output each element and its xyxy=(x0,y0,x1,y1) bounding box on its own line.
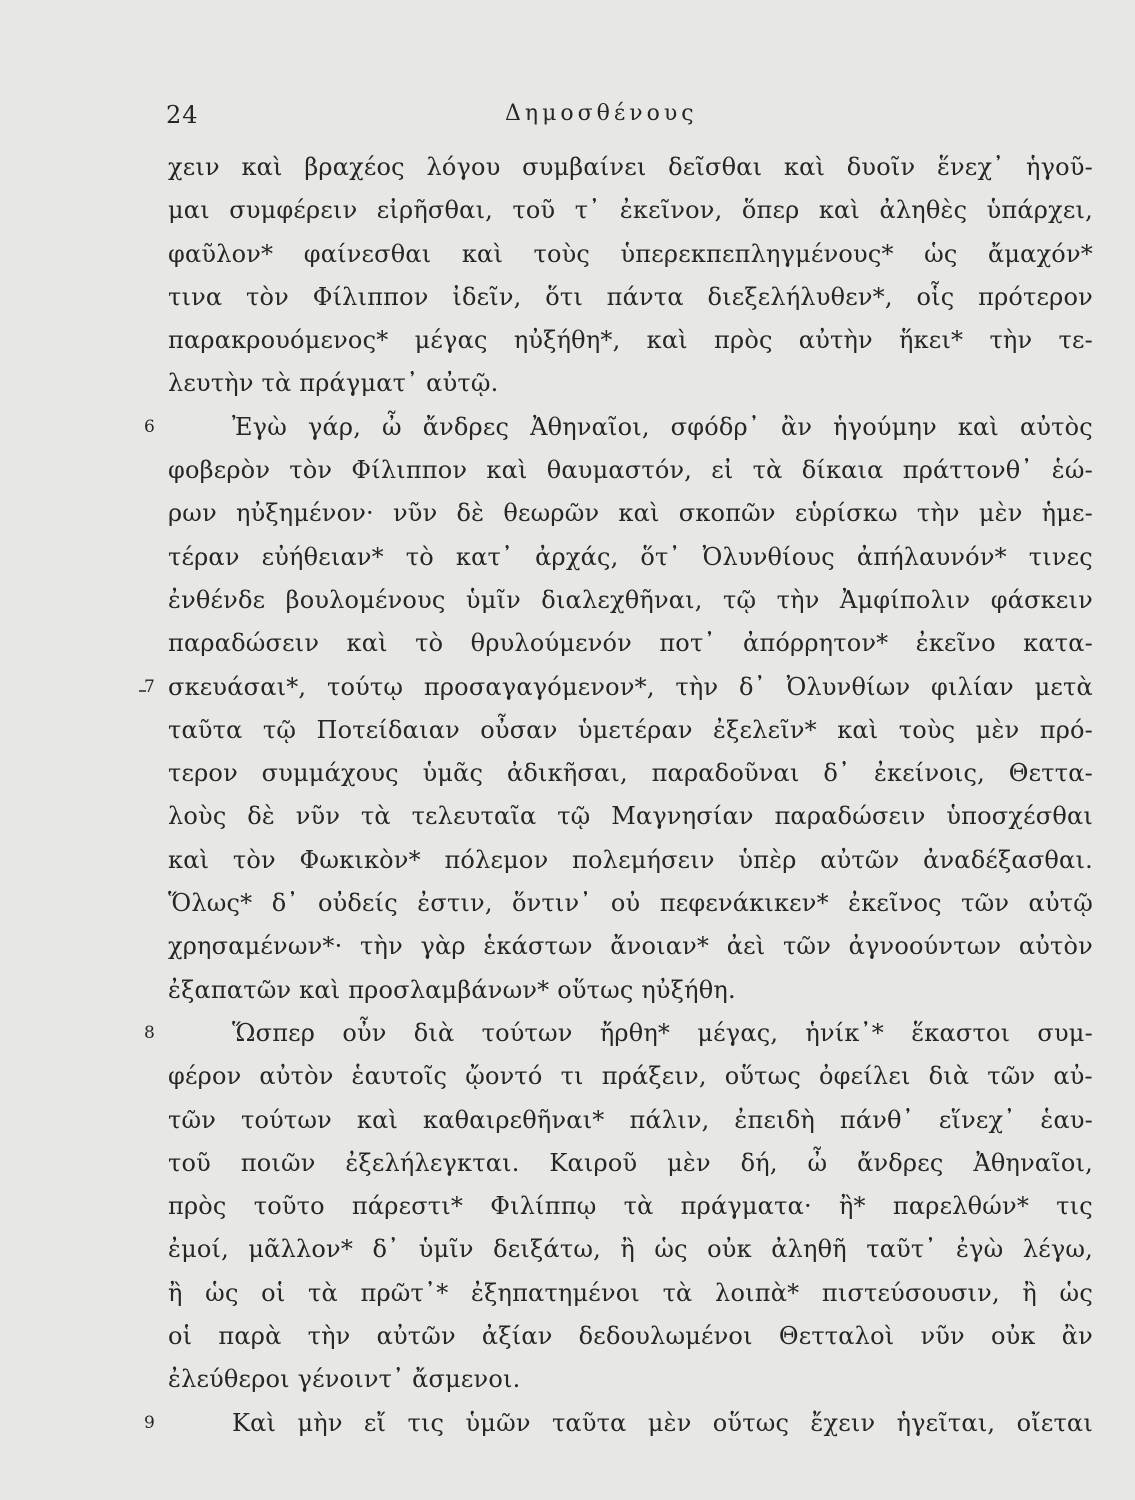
section-number: 7 xyxy=(144,676,156,697)
word: ἕκαστοι xyxy=(911,1018,1011,1047)
word: τούτῳ xyxy=(326,672,404,701)
word: ἢ xyxy=(620,1235,635,1264)
word: ἡγούμην xyxy=(833,412,937,441)
section-number: 8 xyxy=(144,1022,156,1043)
word: καὶ xyxy=(618,499,660,528)
word: κατα- xyxy=(1023,629,1093,658)
word: θαυμαστόν, xyxy=(546,456,693,485)
word: ὡς xyxy=(654,1235,688,1264)
word: ὑποσχέσθαι xyxy=(946,802,1093,831)
word: ἑαυτοῖς xyxy=(351,1062,448,1091)
word: διὰ xyxy=(928,1062,970,1091)
text-line xyxy=(168,189,1093,232)
word: τούτων xyxy=(481,1018,573,1047)
word: ἐγὼ xyxy=(956,1235,1004,1264)
word: φιλίαν xyxy=(931,672,1014,701)
word: βραχέος xyxy=(304,153,405,181)
text-line xyxy=(168,1185,1093,1228)
word: τοὺς xyxy=(898,715,956,744)
word: ἕνεχ᾽ xyxy=(936,153,1005,181)
word: διεξελήλυθεν*, xyxy=(707,282,893,311)
word: ὅντιν᾽ xyxy=(512,889,592,918)
text-line xyxy=(168,319,1093,362)
word: ὅτ᾽ xyxy=(640,542,681,571)
word: πρῶτ᾽* xyxy=(360,1278,449,1307)
word: πάντα xyxy=(606,282,684,311)
word: οὕτως xyxy=(712,1408,790,1437)
word: συμμάχους xyxy=(261,759,399,788)
word: Φίλιππον xyxy=(351,456,468,485)
word: συμ- xyxy=(1037,1018,1093,1047)
text-line xyxy=(168,1055,1093,1098)
word: ἄνοιαν* xyxy=(610,932,710,961)
word: αὐτὸς xyxy=(1019,412,1093,441)
word: φέρον xyxy=(168,1062,242,1091)
word: ἡνίκ᾽* xyxy=(805,1018,884,1047)
word: ηὐξήθη*, xyxy=(513,326,621,355)
word: πράττονθ᾽ xyxy=(902,456,1033,485)
word: τινες xyxy=(1028,542,1093,571)
text-line xyxy=(168,1099,1093,1142)
word: λοὺς xyxy=(168,802,227,831)
word: ὡς xyxy=(924,239,958,268)
word: καὶ xyxy=(346,629,388,658)
word: χειν xyxy=(168,153,220,181)
word: δ᾽ xyxy=(823,759,851,788)
word: ἀγνοούντων xyxy=(848,932,1002,961)
word: πρότερον xyxy=(978,282,1093,311)
word: καὶ xyxy=(837,715,879,744)
word: ἐκεῖνο xyxy=(915,629,996,658)
word: ἐστιν, xyxy=(417,889,493,918)
word: δεῖσθαι xyxy=(668,153,763,181)
word: μαι xyxy=(168,196,210,225)
word: ὑπάρχει, xyxy=(986,196,1093,225)
word: ἢ* xyxy=(838,1192,866,1221)
text-line xyxy=(168,795,1093,838)
word: τερον xyxy=(168,759,238,788)
word: νῦν xyxy=(392,499,438,528)
word: ἢ xyxy=(1022,1278,1037,1307)
word: εὑρίσκω xyxy=(794,499,898,528)
text-line xyxy=(168,1315,1093,1358)
word: τὰ xyxy=(308,1278,338,1307)
word: ἢ xyxy=(168,1278,183,1307)
word: τῷ xyxy=(723,585,757,614)
word: ὑμῖν xyxy=(465,585,521,614)
word: αὐ- xyxy=(1053,1062,1093,1091)
word: ρων xyxy=(168,499,217,528)
word: οἱ xyxy=(261,1278,286,1307)
word: διὰ xyxy=(413,1018,455,1047)
word: παρὰ xyxy=(218,1322,282,1351)
word: καὶ xyxy=(818,196,861,225)
word: δίκαια xyxy=(801,456,884,485)
word: πολεμήσειν xyxy=(572,845,715,874)
word: κατ᾽ xyxy=(455,542,514,571)
word: μὴν xyxy=(297,1408,343,1437)
word: Ὥσπερ xyxy=(232,1018,316,1047)
line-text: ἐξαπατῶν καὶ προσλαμβάνων* οὕτως ηὐξήθη. xyxy=(168,975,736,1004)
word: ὡς xyxy=(205,1278,239,1307)
word: ὑμετέραν xyxy=(577,715,693,744)
text-line xyxy=(168,622,1093,665)
section-number: 9 xyxy=(144,1412,156,1433)
word: ᾤοντό xyxy=(465,1062,543,1091)
word: ἐξηπατημένοι xyxy=(471,1278,640,1307)
word: ἀληθὲς xyxy=(879,196,968,225)
line-text: λευτὴν τὰ πράγματ᾽ αὐτῷ. xyxy=(168,369,499,398)
word: ὑμῶν xyxy=(465,1408,531,1437)
word: γάρ, xyxy=(307,412,362,441)
text-line xyxy=(168,969,1093,1012)
word: ἑκάστων xyxy=(483,932,593,961)
word: παρακρουόμενος* xyxy=(168,326,389,355)
word: τὴν xyxy=(360,932,403,961)
word: τὰ xyxy=(360,802,391,831)
word: καὶ xyxy=(783,153,826,181)
word: οὖσαν xyxy=(480,715,558,744)
word: τὴν xyxy=(989,326,1033,355)
word: ἀρχάς, xyxy=(535,542,619,571)
text-line xyxy=(144,666,1093,709)
word: οὖν xyxy=(342,1018,387,1047)
word: τις xyxy=(407,1408,445,1437)
word: δ᾽ xyxy=(271,889,299,918)
word: δὲ xyxy=(247,802,275,831)
word: τέραν xyxy=(168,542,240,571)
line-text: ἐλεύθεροι γένοιντ᾽ ἄσμενοι. xyxy=(168,1365,521,1394)
word: σκευάσαι*, xyxy=(168,672,307,701)
word: τῶν xyxy=(987,1062,1036,1091)
word: τὸ xyxy=(415,629,444,658)
word: οἷς xyxy=(916,282,955,311)
word: τοῦ xyxy=(168,1148,211,1177)
word: αὐτῶν xyxy=(376,1322,456,1351)
word: ἡγεῖται, xyxy=(896,1408,996,1437)
word: τὴν xyxy=(916,499,960,528)
text-line xyxy=(168,362,1093,405)
word: Ἀθηναῖοι, xyxy=(530,412,650,441)
word: Φωκικὸν* xyxy=(299,845,421,874)
word: τὸν xyxy=(289,456,333,485)
word: μέγας, xyxy=(697,1018,779,1047)
word: τὸν xyxy=(246,282,289,311)
word: ἀδικῆσαι, xyxy=(506,759,628,788)
word: αὐτὴν xyxy=(798,326,873,355)
word: θεωρῶν xyxy=(503,499,600,528)
word: τὰ xyxy=(623,1192,654,1221)
word: δυοῖν xyxy=(846,153,916,181)
word: εἰ xyxy=(711,456,734,485)
word: λέγω, xyxy=(1022,1235,1093,1264)
word: νῦν xyxy=(295,802,341,831)
body-text xyxy=(144,146,1093,1445)
word: ταῦτα xyxy=(551,1408,627,1437)
word: ἐπειδὴ xyxy=(734,1105,815,1134)
word: οὐ xyxy=(610,889,641,918)
word: μᾶλλον* xyxy=(248,1235,354,1264)
word: Ὀλυνθίων xyxy=(786,672,911,701)
text-line xyxy=(168,492,1093,535)
word: δή, xyxy=(740,1148,778,1177)
word: τινα xyxy=(168,282,223,311)
word: γὰρ xyxy=(420,932,466,961)
word: ὦ xyxy=(807,1148,828,1177)
word: τῶν xyxy=(168,1105,217,1134)
word: πρό- xyxy=(1039,715,1093,744)
word: ἐκεῖνον, xyxy=(619,196,723,225)
page-number: 24 xyxy=(166,101,199,129)
text-line xyxy=(168,839,1093,882)
word: μὲν xyxy=(975,715,1020,744)
word: ἥκει* xyxy=(899,326,964,355)
word: ἂν xyxy=(781,412,813,441)
word: τοῦ xyxy=(512,196,556,225)
word: μετὰ xyxy=(1034,672,1093,701)
word: ὅπερ xyxy=(741,196,800,225)
word: ἐμοί, xyxy=(168,1235,229,1264)
word: φαίνεσθαι xyxy=(303,239,432,268)
word: ἰδεῖν, xyxy=(452,282,522,311)
running-head: Δημοσθένους xyxy=(505,101,698,126)
word: δ᾽ xyxy=(372,1235,400,1264)
word: τῶν xyxy=(961,889,1010,918)
word: ὑμᾶς xyxy=(422,759,484,788)
word: φοβερὸν xyxy=(168,456,271,485)
word: ἄμαχόν* xyxy=(987,239,1093,268)
word: ἀληθῆ xyxy=(771,1235,847,1264)
word: ἐνθένδε xyxy=(168,585,266,614)
text-line xyxy=(168,925,1093,968)
word: παρελθών* xyxy=(892,1192,1030,1221)
word: δ᾽ xyxy=(738,672,766,701)
word: εὐήθειαν* xyxy=(261,542,384,571)
word: Θεττα- xyxy=(1008,759,1093,788)
word: ταῦτα xyxy=(168,715,243,744)
word: τῷ xyxy=(557,802,591,831)
word: οὐκ xyxy=(990,1322,1036,1351)
word: φάσκειν xyxy=(990,585,1093,614)
word: παραδοῦναι xyxy=(651,759,800,788)
word: ταῦτ᾽ xyxy=(866,1235,937,1264)
word: δεδουλωμένοι xyxy=(578,1322,753,1351)
word: ἐκείνοις, xyxy=(873,759,985,788)
text-line xyxy=(168,882,1093,925)
word: ὀφείλει xyxy=(819,1062,911,1091)
word: καὶ xyxy=(646,326,688,355)
word: παραδώσειν xyxy=(774,802,926,831)
word: τούτων xyxy=(240,1105,332,1134)
word: οὐδείς xyxy=(317,889,398,918)
word: τὴν xyxy=(307,1322,351,1351)
word: Καιροῦ xyxy=(549,1148,638,1177)
word: αὐτῶν xyxy=(820,845,900,874)
word: τὰ xyxy=(662,1278,693,1307)
word: λοιπὰ* xyxy=(715,1278,800,1307)
word: δειξάτω, xyxy=(493,1235,601,1264)
word: οὕτως xyxy=(724,1062,802,1091)
word: πράξειν, xyxy=(601,1062,707,1091)
word: προσαγαγόμενον*, xyxy=(423,672,655,701)
word: πρὸς xyxy=(168,1192,227,1221)
word: Μαγνησίαν xyxy=(611,802,754,831)
text-line xyxy=(168,579,1093,622)
word: ηὐξημένον· xyxy=(236,499,374,528)
word: καὶ xyxy=(168,845,210,874)
word: ἡγοῦ- xyxy=(1026,153,1093,181)
word: Ἀθηναῖοι, xyxy=(973,1148,1093,1177)
word: θρυλούμενόν xyxy=(470,629,632,658)
text-line xyxy=(168,1142,1093,1185)
word: ἀπήλαυνόν* xyxy=(856,542,1007,571)
text-line xyxy=(168,1358,1093,1401)
word: σφόδρ᾽ xyxy=(670,412,761,441)
word: ἀναδέξασθαι. xyxy=(923,845,1093,874)
word: εἵνεχ᾽ xyxy=(938,1105,1016,1134)
word: Φίλιππον xyxy=(312,282,429,311)
word: πιστεύσουσιν, xyxy=(821,1278,1000,1307)
word: εἰρῆσθαι, xyxy=(376,196,494,225)
word: τὴν xyxy=(675,672,719,701)
word: ὑπὲρ xyxy=(738,845,797,874)
word: τὴν xyxy=(776,585,820,614)
word: τοὺς xyxy=(533,239,591,268)
word: οἱ xyxy=(168,1322,193,1351)
word: πάλιν, xyxy=(629,1105,710,1134)
word: ἑαυ- xyxy=(1040,1105,1093,1134)
word: παραδώσειν xyxy=(168,629,320,658)
word: οὐκ xyxy=(707,1235,752,1264)
word: μὲν xyxy=(647,1408,692,1437)
word: τε- xyxy=(1058,326,1093,355)
word: χρησαμένων*· xyxy=(168,932,343,961)
word: καὶ xyxy=(957,412,1000,441)
word: συμφέρειν xyxy=(229,196,358,225)
word: καὶ xyxy=(241,153,283,181)
word: καθαιρεθῆναι* xyxy=(423,1105,605,1134)
word: ὑπερεκπεπληγμένους* xyxy=(620,239,894,268)
word: ἄνδρες xyxy=(857,1148,944,1177)
word: σκοπῶν xyxy=(678,499,776,528)
word: Καὶ xyxy=(232,1408,277,1437)
text-line xyxy=(144,1402,1093,1445)
word: τι xyxy=(560,1062,584,1091)
word: ἀπόρρητον* xyxy=(743,629,889,658)
word: Θετταλοὶ xyxy=(778,1322,895,1351)
word: οἴεται xyxy=(1016,1408,1093,1437)
word: ἀεὶ xyxy=(726,932,766,961)
word: πεφενάκικεν* xyxy=(659,889,829,918)
text-line xyxy=(168,146,1093,189)
word: ὡς xyxy=(1059,1278,1093,1307)
word: λόγου xyxy=(426,153,501,181)
word: ὑμῖν xyxy=(418,1235,474,1264)
word: καὶ xyxy=(356,1105,399,1134)
text-line xyxy=(168,1228,1093,1271)
word: καὶ xyxy=(461,239,504,268)
text-line xyxy=(168,709,1093,752)
word: ἑώ- xyxy=(1051,456,1093,485)
text-line xyxy=(168,276,1093,319)
word: τις xyxy=(1056,1192,1093,1221)
text-line xyxy=(144,406,1093,449)
word: ἄνδρες xyxy=(422,412,510,441)
word: τῷ xyxy=(262,715,297,744)
word: τῶν xyxy=(782,932,831,961)
word: ποτ᾽ xyxy=(659,629,716,658)
text-line xyxy=(144,1012,1093,1055)
word: μέγας xyxy=(414,326,488,355)
word: μὲν xyxy=(667,1148,711,1177)
word: αὐτὸν xyxy=(1018,932,1093,961)
word: ἀξίαν xyxy=(481,1322,553,1351)
word: αὐτῷ xyxy=(1028,889,1093,918)
section-number: 6 xyxy=(144,416,156,437)
word: πρὸς xyxy=(714,326,773,355)
text-line xyxy=(168,536,1093,579)
word: Φιλίππῳ xyxy=(490,1192,597,1221)
word: συμβαίνει xyxy=(522,153,647,181)
word: διαλεχθῆναι, xyxy=(541,585,703,614)
word: Ποτείδαιαν xyxy=(316,715,460,744)
word: τοῦτο xyxy=(253,1192,325,1221)
word: ὦ xyxy=(381,412,402,441)
word: πράγματα· xyxy=(680,1192,812,1221)
word: καὶ xyxy=(486,456,528,485)
text-line xyxy=(168,1272,1093,1315)
word: τὸν xyxy=(232,845,276,874)
word: ἔχειν xyxy=(810,1408,876,1437)
word: ἐκεῖνος xyxy=(848,889,942,918)
word: Ὅλως* xyxy=(168,889,253,918)
word: αὐτὸν xyxy=(259,1062,334,1091)
word: ἡμε- xyxy=(1041,499,1093,528)
word: τελευταῖα xyxy=(411,802,537,831)
text-line xyxy=(168,449,1093,492)
word: ἂν xyxy=(1061,1322,1093,1351)
word: ἐξελήλεγκται. xyxy=(345,1148,520,1177)
word: Ἐγὼ xyxy=(232,412,287,441)
word: πάρεστι* xyxy=(351,1192,464,1221)
word: ἐξελεῖν* xyxy=(713,715,817,744)
text-line xyxy=(168,752,1093,795)
word: μὲν xyxy=(978,499,1023,528)
word: ποιῶν xyxy=(240,1148,316,1177)
word: τὰ xyxy=(752,456,783,485)
word: εἴ xyxy=(363,1408,387,1437)
text-line xyxy=(168,233,1093,276)
word: πάνθ᾽ xyxy=(839,1105,914,1134)
word: ὅτι xyxy=(545,282,583,311)
word: τὸ xyxy=(405,542,434,571)
word: νῦν xyxy=(920,1322,965,1351)
word: τ᾽ xyxy=(574,196,601,225)
word: ἤρθη* xyxy=(599,1018,671,1047)
word: Ὀλυνθίους xyxy=(702,542,835,571)
word: δὲ xyxy=(456,499,485,528)
word: πόλεμον xyxy=(444,845,549,874)
word: φαῦλον* xyxy=(168,239,274,268)
word: Ἀμφίπολιν xyxy=(839,585,971,614)
word: βουλομένους xyxy=(285,585,446,614)
